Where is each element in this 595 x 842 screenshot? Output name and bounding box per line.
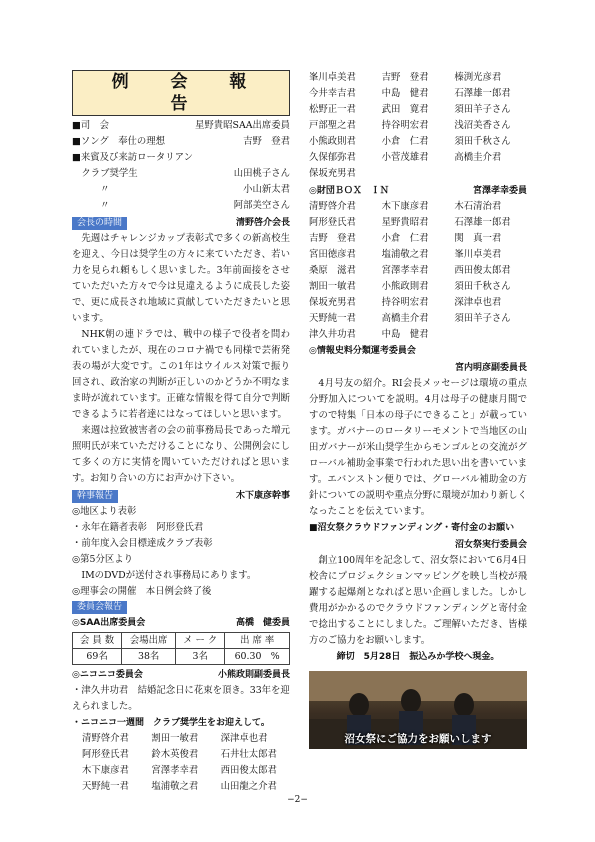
box-title: ◎財団ＢＯＸ ＩＮ	[309, 186, 389, 196]
member-name: 峯川卓美君	[454, 249, 502, 260]
secretary-item: ・前年度入会目標達成クラブ表彰	[72, 538, 213, 549]
president-section-header	[72, 215, 290, 231]
member-name: 中島 健君	[381, 88, 429, 99]
member-name: 小熊政則君	[309, 136, 356, 147]
member-name: 須田千秋さん	[454, 136, 511, 147]
deadline-note: 締切 5月28日 振込みか学校へ現金。	[336, 652, 500, 662]
niko-week: ・ニコニコ一週間 クラブ奨学生をお迎えして。	[72, 718, 270, 728]
member-name: 小倉 仁君	[381, 136, 429, 147]
member-name: 関 真一君	[454, 233, 502, 244]
member-name: 今井幸吉君	[309, 88, 356, 99]
member-name: 吉野 登君	[381, 72, 429, 83]
table-header-cell: メ ー ク	[176, 633, 225, 649]
guest-label: 〃	[72, 184, 110, 195]
niko-text: ・津久井功君 結婚記念日に花束を頂き。33年を迎えられました。	[72, 685, 290, 712]
member-name: 中島 健君	[381, 329, 429, 340]
saa-title: ◎SAA出席委員会	[72, 618, 146, 628]
secretary-item: ◎地区より表彰	[72, 506, 137, 517]
member-name: 天野純一君	[309, 313, 356, 324]
member-name: 星野貴昭君	[381, 217, 429, 228]
member-name: 宮澤孝幸君	[381, 265, 429, 276]
niko-names-grid-continued	[309, 70, 527, 182]
saa-header	[72, 615, 290, 631]
program-row	[72, 134, 290, 150]
table-cell: 3名	[176, 649, 225, 665]
member-name: 武田 寛君	[381, 104, 429, 115]
table-row	[73, 649, 290, 665]
info-header	[309, 360, 527, 376]
info-name: 宮内明彦副委員長	[454, 363, 527, 373]
guest-label: 〃	[72, 200, 110, 211]
member-name: 山田龍之介君	[220, 781, 277, 792]
president-tag: 会長の時間	[72, 217, 127, 230]
secretary-item: IMのDVDが送付され事務局にあります。	[72, 570, 257, 581]
member-name: 高橋圭介君	[381, 313, 429, 324]
page-number: −2−	[287, 795, 308, 805]
member-name: 榛渕光彦君	[454, 72, 502, 83]
table-header-cell: 会場出席	[122, 633, 176, 649]
box-header	[309, 183, 527, 199]
member-name: 石井壮太郎君	[220, 749, 277, 760]
table-cell: 69名	[73, 649, 122, 665]
member-name: 西田俊太郎君	[454, 265, 511, 276]
member-name: 須田羊子さん	[454, 104, 511, 115]
president-name: 清野啓介会長	[235, 218, 290, 228]
guest-name: 阿部美空さん	[233, 200, 290, 211]
photo-caption: 沼女祭にご協力をお願いします	[344, 733, 492, 745]
member-name: 高橋圭介君	[454, 152, 502, 163]
member-name: 桑原 滋君	[309, 265, 356, 276]
member-name: 清野啓介君	[309, 201, 356, 212]
member-name: 持谷明宏君	[381, 120, 429, 131]
member-name: 保坂充男君	[309, 168, 356, 179]
secretary-section-header	[72, 488, 290, 504]
member-name: 石澤雄一郎君	[454, 217, 511, 228]
secretary-item: ◎第5分区より	[72, 554, 134, 565]
left-column	[72, 70, 290, 795]
member-name: 持谷明宏君	[381, 297, 429, 308]
secretary-tag: 幹事報告	[72, 490, 118, 503]
committee-section-header	[72, 601, 290, 614]
box-names-grid	[309, 199, 527, 343]
member-name: 須田羊子さん	[454, 313, 511, 324]
niko-name: 小熊政則副委員長	[217, 670, 290, 680]
member-name: 阿形登氏君	[82, 749, 129, 760]
member-name: 鈴木英俊君	[151, 749, 199, 760]
member-name	[454, 327, 527, 343]
member-name	[454, 166, 527, 182]
table-header-row	[73, 633, 290, 649]
secretary-item: ◎理事会の開催 本日例会終了後	[72, 586, 212, 597]
member-name: 宮田徳彦君	[309, 249, 356, 260]
program-value: 星野貴昭SAA出席委員	[195, 120, 290, 131]
member-name: 深津卓也君	[220, 733, 268, 744]
member-name: 津久井功君	[309, 329, 356, 340]
numa-header	[309, 537, 527, 553]
committee-tag: 委員会報告	[72, 601, 127, 614]
attendance-table	[72, 632, 290, 665]
right-column	[309, 70, 527, 749]
guest-row	[72, 198, 290, 214]
info-title: ◎情報史料分類運考委員会	[309, 346, 416, 356]
member-name: 木石清治君	[454, 201, 502, 212]
member-name: 天野純一君	[82, 781, 129, 792]
program-label: ■ソング 奉仕の理想	[72, 136, 166, 147]
member-name: 木下康彦君	[381, 201, 429, 212]
member-name: 小倉 仁君	[381, 233, 429, 244]
member-name: 木下康彦君	[82, 765, 129, 776]
member-name: 峯川卓美君	[309, 72, 356, 83]
page-title: 例 会 報 告	[72, 70, 290, 116]
niko-names-grid	[82, 731, 290, 795]
member-name: 塩浦敬之君	[381, 249, 429, 260]
president-paragraph: 来週は拉致被害者の会の前事務局長であった増元照明氏が来ていただけることになり、公開例会にして多くの方に実情を聞いていただければと思います。お知り合いの方にお声かけ下さい。	[72, 425, 290, 484]
student-figure	[349, 693, 369, 717]
program-row	[72, 118, 290, 134]
guest-name: 山田桃子さん	[233, 168, 290, 179]
member-name: 割田一敏君	[151, 733, 199, 744]
member-name: 浅沼美香さん	[454, 120, 511, 131]
guests-heading: ■来賓及び来訪ロータリアン	[72, 152, 193, 163]
member-name: 小熊政則君	[381, 281, 429, 292]
member-name	[382, 166, 455, 182]
guest-label: クラブ奨学生	[72, 168, 138, 179]
member-name: 吉野 登君	[309, 233, 356, 244]
table-header-cell: 出 席 率	[225, 633, 290, 649]
member-name: 清野啓介君	[82, 733, 129, 744]
numa-name: 沼女祭実行委員会	[454, 540, 527, 550]
member-name: 宮澤孝幸君	[151, 765, 199, 776]
numa-title: ■沼女祭クラウドファンディング・寄付金のお願い	[309, 523, 515, 533]
guest-row	[72, 182, 290, 198]
saa-name: 高橋 健委員	[235, 618, 290, 628]
member-name: 割田一敏君	[309, 281, 356, 292]
guest-name: 小山新太君	[243, 184, 290, 195]
program-value: 吉野 登君	[243, 136, 290, 147]
secretary-name: 木下康彦幹事	[235, 491, 290, 501]
member-name: 戸部聖之君	[309, 120, 356, 131]
numa-paragraph: 創立100周年を記念して、沼女祭において6月4日校舎にプロジェクションマッピングを映し当校が飛躍する起爆剤となればと思い企画しました。しかし費用がかかるのでクラウドファンディングと寄付金で捻出することにしました。ご理解いただき、皆様方のご協力をお願いします。	[309, 555, 527, 646]
member-name: 深津卓也君	[454, 297, 502, 308]
program-label: ■司 会	[72, 120, 109, 131]
member-name: 石澤雄一郎君	[454, 88, 511, 99]
secretary-item: ・永年在籍者表彰 阿形登氏君	[72, 522, 204, 533]
guest-row	[72, 166, 290, 182]
info-paragraph: 4月号友の紹介。RI会長メッセージは環境の重点分野加入についてを説明。4月は母子の健康月間ですので特集「日本の母子にできること」が載っています。ガバナーのロータリーモメントで当地区の山田ガバナーが米山奨学生からモンゴルとの交流がグローバル補助金事業で行われた思い出を書いています。エバンストン便りでは、グローバル補助金の方針についての説明や重点分野に環境が加わり新しくなったことを伝えています。	[309, 378, 527, 517]
students-photo	[309, 671, 527, 749]
member-name: 須田千秋さん	[454, 281, 511, 292]
member-name: 塩浦敬之君	[151, 781, 199, 792]
niko-title: ◎ニコニコ委員会	[72, 670, 143, 680]
member-name: 西田俊太郎君	[220, 765, 277, 776]
table-header-cell: 会 員 数	[73, 633, 122, 649]
president-paragraph: NHK朝の連ドラでは、戦中の様子で役者を問われていましたが、現在のコロナ禍でも同様で芸術発表の場が大変です。この1年はウイルス対策で振り回され、政治家の判断が正しいのかどうか不明なまま時が流れています。正確な情報を得て自分で判断できるように若者達にはなってほしいと思います。	[72, 329, 290, 420]
niko-header	[72, 667, 290, 683]
table-cell: 60.30 %	[225, 649, 290, 665]
table-cell: 38名	[122, 649, 176, 665]
member-name: 久保郁弥君	[309, 152, 356, 163]
member-name: 松野正一君	[309, 104, 356, 115]
member-name: 保坂充男君	[309, 297, 356, 308]
president-paragraph: 先週はチャレンジカップ表彰式で多くの新高校生を迎え、今日は奨学生の方々に来ていただき、若い力を見られ頼もしく思いました。3年前面接をさせていただいた方々で今は見違えるように成長した姿で、更に成長され地域に貢献していただきたいと思います。	[72, 233, 290, 324]
student-figure	[401, 689, 421, 713]
box-name: 宮澤孝幸委員	[472, 186, 527, 196]
member-name: 阿形登氏君	[309, 217, 356, 228]
student-figure	[454, 693, 474, 717]
member-name: 小菅茂雄君	[381, 152, 429, 163]
